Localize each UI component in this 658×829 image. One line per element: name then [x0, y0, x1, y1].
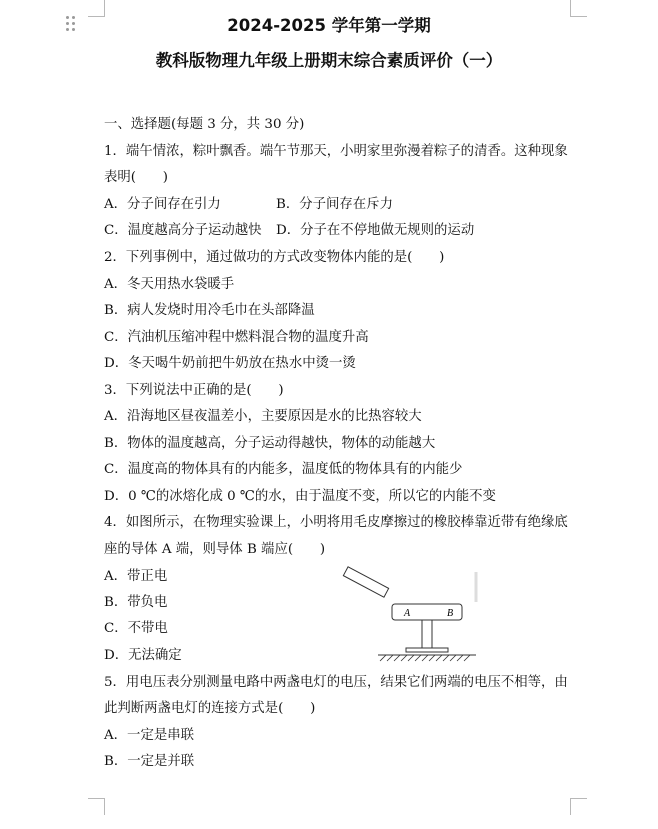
- question-4-option-b: B．带负电: [104, 595, 168, 610]
- question-1-stem-line-2: 表明( ): [104, 170, 169, 185]
- rubber-rod: [343, 567, 388, 597]
- document-title-line-2: 教科版物理九年级上册期末综合素质评价（一）: [155, 51, 503, 70]
- question-5-stem-line-2: 此判断两盏电灯的连接方式是( ): [104, 701, 316, 716]
- question-3-stem: 3．下列说法中正确的是( ): [104, 383, 284, 398]
- question-1-option-d: D．分子在不停地做无规则的运动: [276, 223, 475, 238]
- ground-surface: [378, 655, 476, 661]
- question-1-option-a: A．分子间存在引力: [104, 197, 221, 212]
- question-3-option-d: D．0 ℃的冰熔化成 0 ℃的水，由于温度不变，所以它的内能不变: [104, 489, 496, 504]
- question-1-stem-line-1: 1．端午情浓，粽叶飘香。端午节那天，小明家里弥漫着粽子的清香。这种现象: [104, 144, 568, 159]
- page-corner-mark-bottom-right: [570, 798, 587, 815]
- question-4-option-a: A．带正电: [104, 569, 168, 584]
- figure-label-a: A: [404, 608, 411, 619]
- question-5-option-a: A．一定是串联: [104, 728, 195, 743]
- question-1-option-c: C．温度越高分子运动越快: [104, 223, 262, 238]
- question-1-option-b: B．分子间存在斥力: [276, 197, 393, 212]
- question-5-stem-line-1: 5．用电压表分别测量电路中两盏电灯的电压，结果它们两端的电压不相等，由: [104, 675, 568, 690]
- question-2-option-d: D．冬天喝牛奶前把牛奶放在热水中烫一烫: [104, 356, 356, 371]
- document-title-line-1: 2024-2025 学年第一学期: [227, 16, 431, 35]
- question-4-stem-line-2: 座的导体 A 端，则导体 B 端应( ): [104, 542, 326, 557]
- question-4-option-c: C．不带电: [104, 621, 168, 636]
- section-heading: 一、选择题(每题 3 分，共 30 分): [104, 117, 305, 132]
- question-2-option-c: C．汽油机压缩冲程中燃料混合物的温度升高: [104, 330, 369, 345]
- question-3-option-c: C．温度高的物体具有的内能多，温度低的物体具有的内能少: [104, 462, 463, 477]
- question-2-stem: 2．下列事例中，通过做功的方式改变物体内能的是( ): [104, 250, 445, 265]
- question-4-stem-line-1: 4．如图所示，在物理实验课上，小明将用毛皮摩擦过的橡胶棒靠近带有绝缘底: [104, 515, 568, 530]
- page-corner-mark-bottom-left: [88, 798, 105, 815]
- insulating-stand: [406, 620, 448, 652]
- conductor-body: [392, 604, 462, 620]
- figure-label-b: B: [447, 608, 454, 619]
- question-3-option-a: A．沿海地区昼夜温差小，主要原因是水的比热容较大: [104, 409, 422, 424]
- question-5-option-b: B．一定是并联: [104, 754, 195, 769]
- conductor-experiment-figure: [330, 560, 500, 670]
- question-2-option-a: A．冬天用热水袋暖手: [104, 277, 235, 292]
- question-2-option-b: B．病人发烧时用冷毛巾在头部降温: [104, 303, 315, 318]
- question-3-option-b: B．物体的温度越高，分子运动得越快，物体的动能越大: [104, 436, 436, 451]
- question-4-option-d: D．无法确定: [104, 648, 182, 663]
